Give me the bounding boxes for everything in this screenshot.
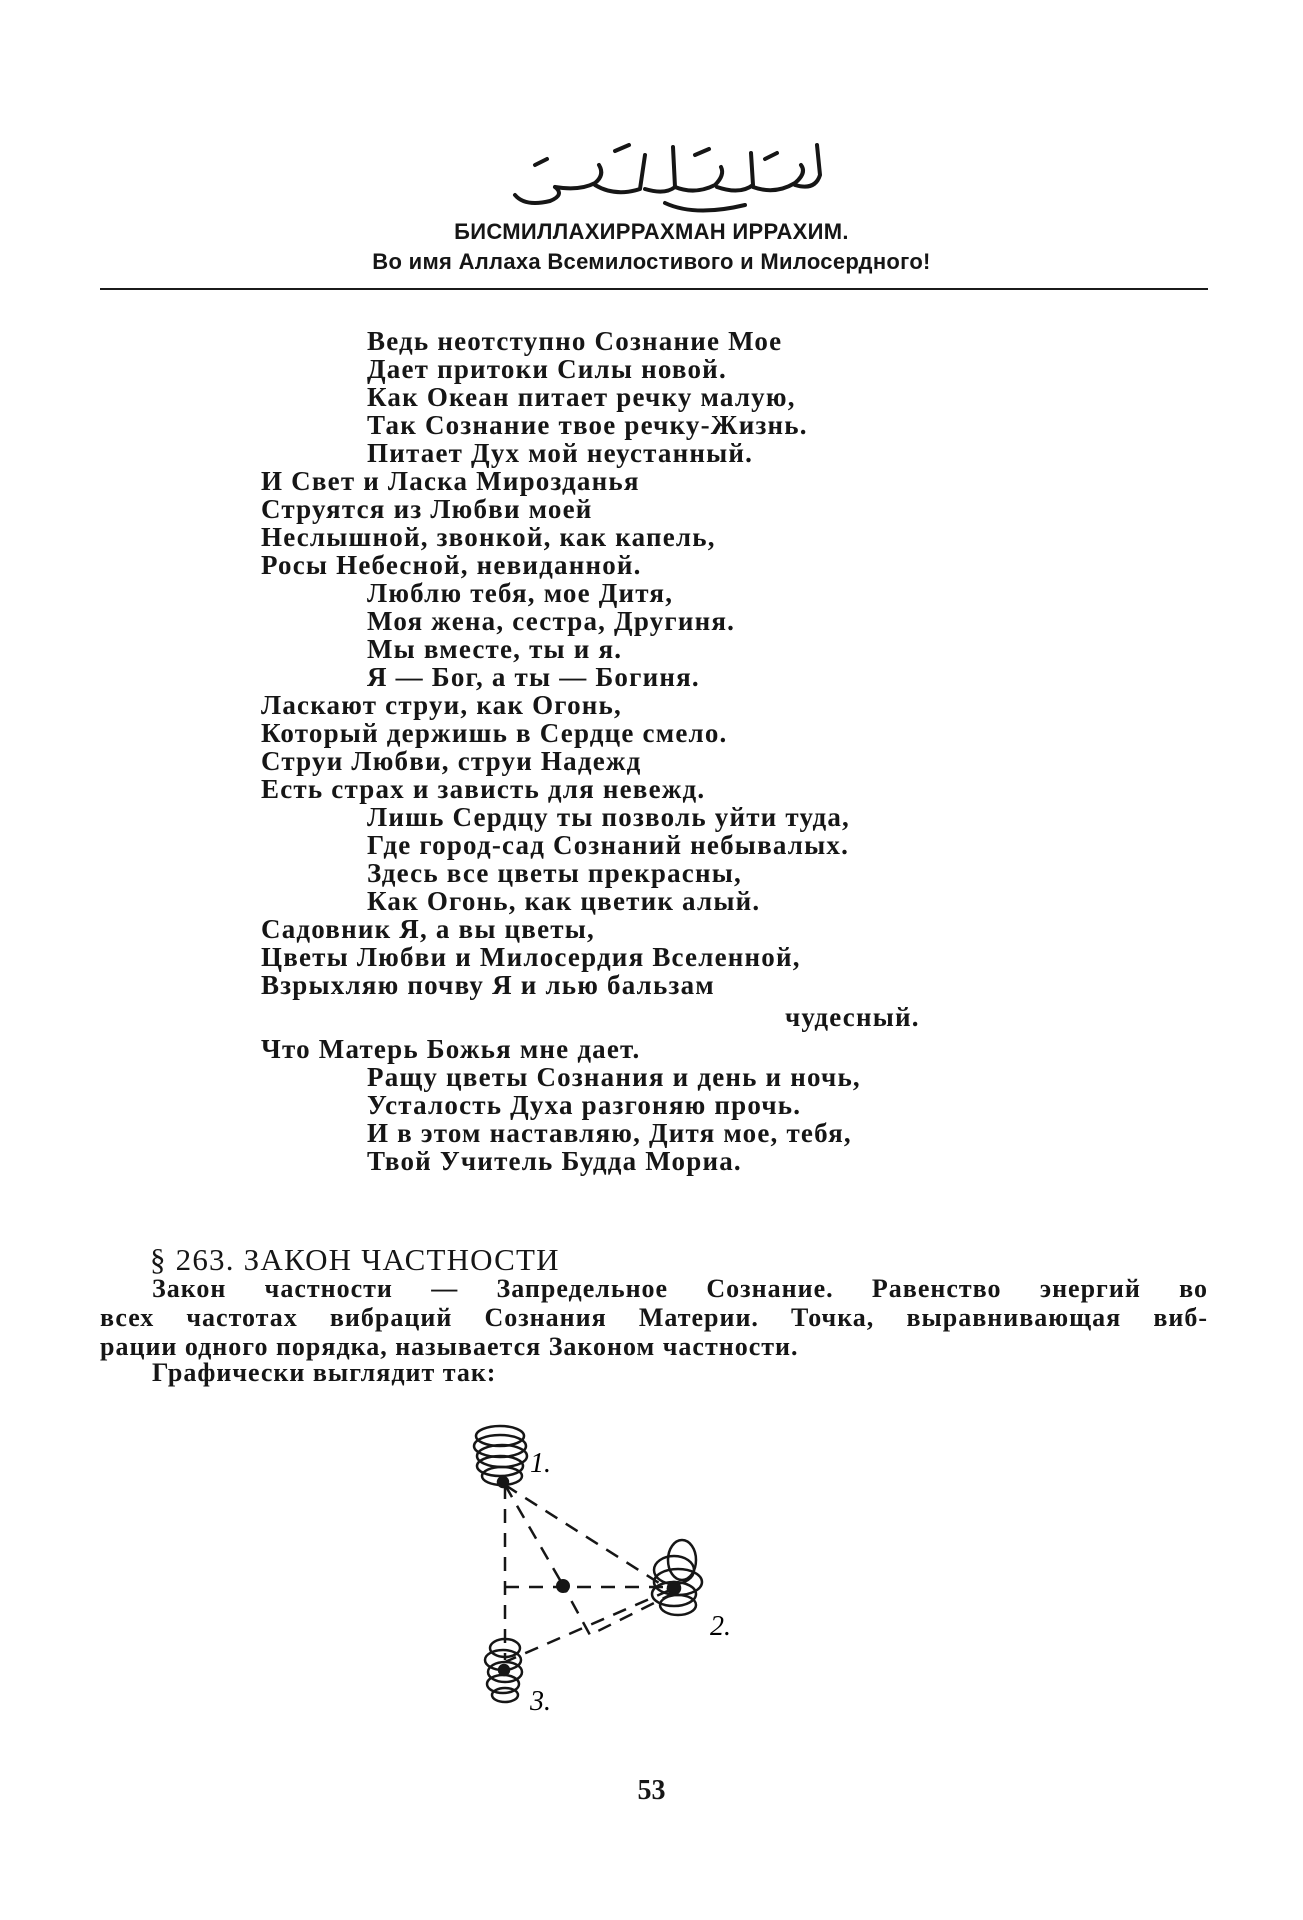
poem-line: Как Океан питает речку малую,	[367, 382, 796, 412]
graphically-caption: Графически выглядит так:	[152, 1358, 497, 1387]
paragraph-line: всех частотах вибраций Сознания Материи. Точка, выравнивающая виб-	[100, 1303, 1208, 1332]
poem-line: Где город-сад Сознаний небывалых.	[367, 830, 850, 860]
center-point	[556, 1579, 570, 1593]
paragraph-line: рации одного порядка, называется Законом частности.	[100, 1332, 799, 1361]
poem-line: Ращу цветы Сознания и день и ночь,	[367, 1062, 861, 1092]
dashed-line-1-2	[505, 1485, 670, 1590]
poem-line: Так Сознание твое речку-Жизнь.	[367, 410, 808, 440]
poem-line: Дает притоки Силы новой.	[367, 354, 727, 384]
header-subtitle: Во имя Аллаха Всемилостивого и Милосердного!	[372, 249, 931, 274]
poem-line: Моя жена, сестра, Другиня.	[367, 606, 736, 636]
poem-line: Садовник Я, а вы цветы,	[261, 914, 595, 944]
poem-line: И Свет и Ласка Мирозданья	[261, 466, 640, 496]
poem-line: Струятся из Любви моей	[261, 494, 593, 524]
header-title: БИСМИЛЛАХИРРАХМАН ИРРАХИМ.	[454, 219, 849, 244]
poem-line: Ласкают струи, как Огонь,	[261, 690, 622, 720]
diagram-label-3: 3.	[530, 1686, 551, 1717]
poem-line: Усталость Духа разгоняю прочь.	[367, 1090, 802, 1120]
spiral-1	[474, 1426, 527, 1487]
poem-line: Как Огонь, как цветик алый.	[367, 886, 761, 916]
spiral-2	[652, 1540, 702, 1615]
poem-line: Что Матерь Божья мне дает.	[261, 1034, 641, 1064]
poem-line: Лишь Сердцу ты позволь уйти туда,	[367, 802, 850, 832]
poem-line: Росы Небесной, невиданной.	[261, 550, 642, 580]
poem-line: Ведь неотступно Сознание Мое	[367, 326, 783, 356]
poem-line: Здесь все цветы прекрасны,	[367, 858, 742, 888]
dashed-line-2-3	[505, 1590, 670, 1662]
poem-line: Цветы Любви и Милосердия Вселенной,	[261, 942, 801, 972]
poem-line: Мы вместе, ты и я.	[367, 634, 623, 664]
poem-line: Твой Учитель Будда Мориа.	[367, 1146, 742, 1176]
section-heading: § 263. ЗАКОН ЧАСТНОСТИ	[150, 1242, 560, 1277]
poem-line: Неслышной, звонкой, как капель,	[261, 522, 716, 552]
poem-line: Есть страх и зависть для невежд.	[261, 774, 706, 804]
spiral-3	[485, 1639, 522, 1702]
bismillah-calligraphy	[495, 125, 835, 225]
poem-line: чудесный.	[785, 1002, 920, 1032]
section-paragraph	[100, 1274, 1208, 1361]
poem-line: Я — Бог, а ты — Богиня.	[367, 662, 700, 692]
dashed-connectors	[505, 1485, 670, 1662]
poem-line: И в этом наставляю, Дитя мое, тебя,	[367, 1118, 852, 1148]
poem-line: Который держишь в Сердце смело.	[261, 718, 728, 748]
diagram-label-1: 1.	[530, 1448, 551, 1479]
frequency-diagram	[460, 1400, 780, 1730]
header-divider	[100, 288, 1208, 290]
diagram-label-2: 2.	[710, 1611, 731, 1642]
poem-line: Струи Любви, струи Надежд	[261, 746, 642, 776]
poem-line: Питает Дух мой неустанный.	[367, 438, 754, 468]
poem-line: Люблю тебя, мое Дитя,	[367, 578, 674, 608]
paragraph-line: Закон частности — Запредельное Сознание. Равенство энергий во	[152, 1274, 1208, 1303]
poem-line: Взрыхляю почву Я и лью бальзам	[261, 970, 715, 1000]
dashed-line-1-center	[505, 1485, 560, 1580]
page-number: 53	[637, 1775, 666, 1806]
